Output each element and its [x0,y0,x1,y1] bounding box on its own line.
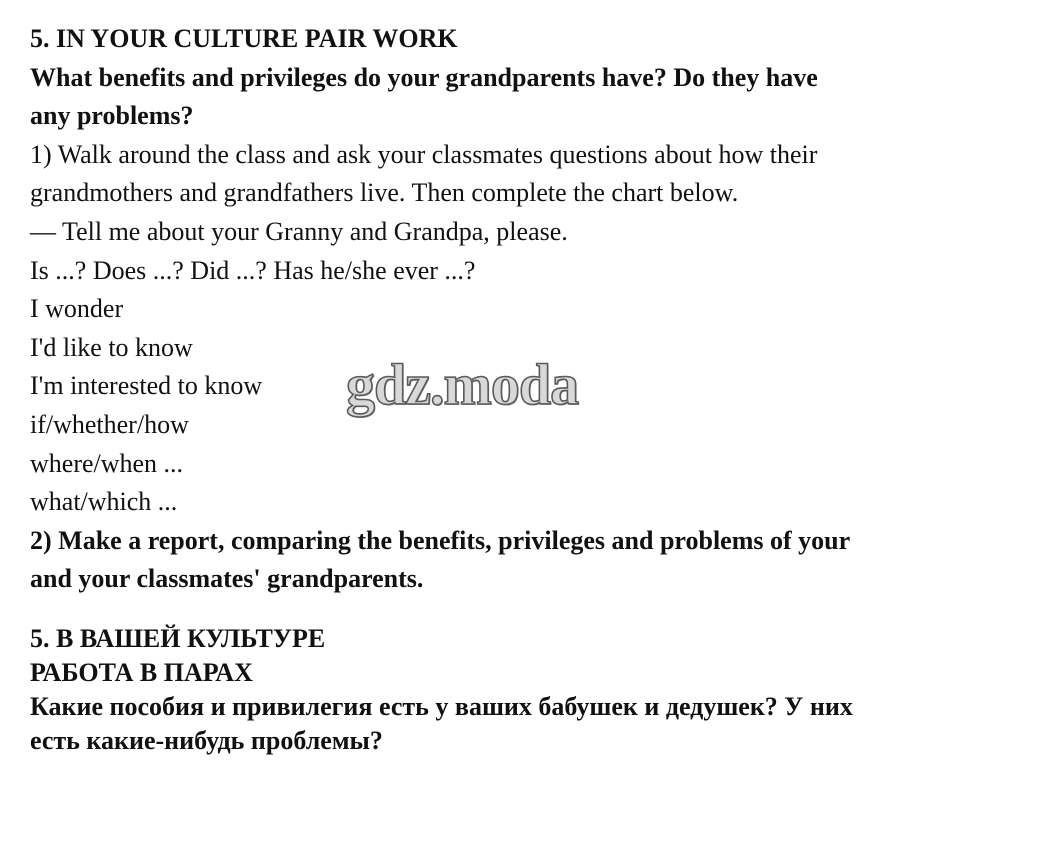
exercise-question-line-2: any problems? [30,101,194,131]
exercise-question-line-1: What benefits and privileges do your grandparents have? Do they have [30,62,818,92]
task2-line-1: 2) Make a report, comparing the benefits, privileges and problems of your [30,525,851,555]
phrase-item: where/when ... [30,448,184,478]
task2-line-2: and your classmates' grandparents. [30,564,424,594]
phrase-item: if/whether/how [30,409,189,439]
dialogue-prompt: — Tell me about your Granny and Grandpa, please. [30,216,568,246]
phrase-item: I'd like to know [30,332,193,362]
phrase-item: I wonder [30,294,124,324]
phrase-item: I'm interested to know [30,371,263,401]
translation-block [30,622,1030,758]
watermark-logo: gdz.moda [346,352,579,417]
question-patterns: Is ...? Does ...? Did ...? Has he/she ever ...? [30,255,476,285]
phrase-item: what/which ... [30,487,178,517]
exercise-heading: 5. IN YOUR CULTURE PAIR WORK [30,24,458,53]
translation-question-line-1: Какие пособия и привилегия есть у ваших бабушек и дедушек? У них [30,691,853,721]
translation-heading-line-1: 5. В ВАШЕЙ КУЛЬТУРЕ [30,623,326,653]
task1-line-2: grandmothers and grandfathers live. Then complete the chart below. [30,178,739,208]
translation-question-line-2: есть какие-нибудь проблемы? [30,725,383,755]
task1-line-1: 1) Walk around the class and ask your classmates questions about how their [30,139,818,169]
translation-heading-line-2: РАБОТА В ПАРАХ [30,657,253,687]
